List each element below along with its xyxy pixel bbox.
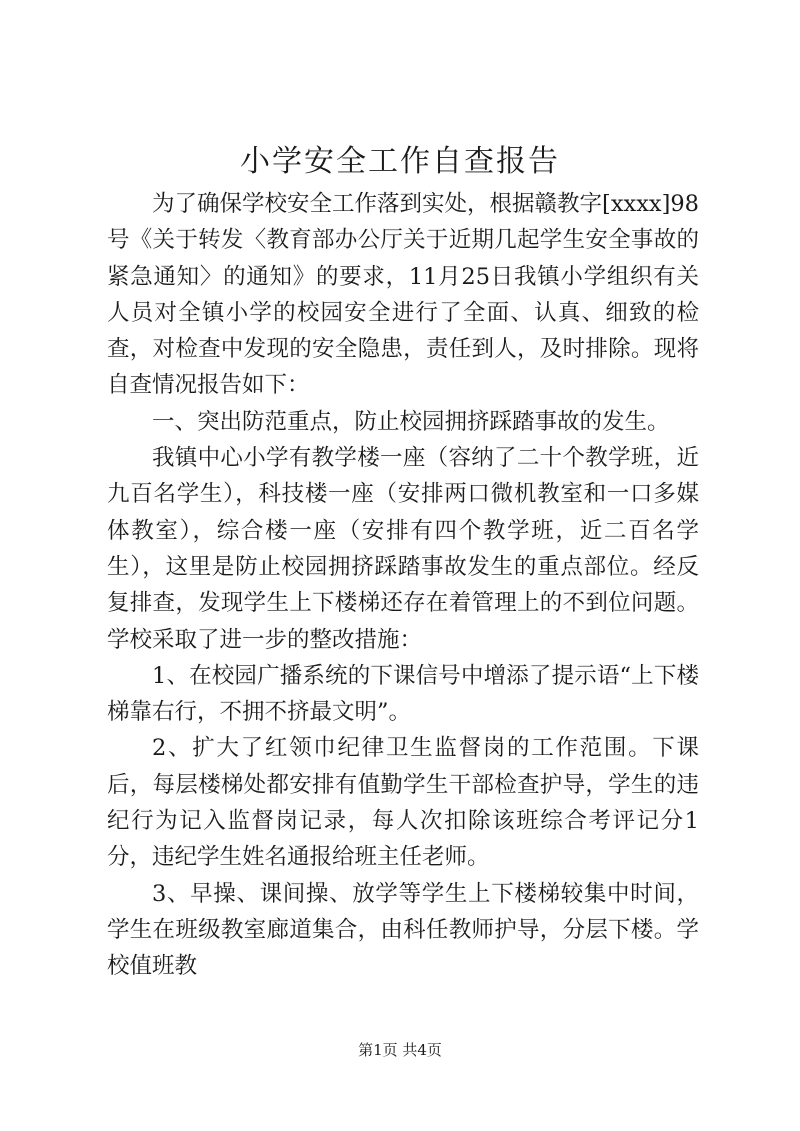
paragraph-measure-2: 2、扩大了红领巾纪律卫生监督岗的工作范围。下课后，每层楼梯处都安排有值勤学生干部检查护导，学生的违纪行为记入监督岗记录，每人次扣除该班综合考评记分1分，违纪学生姓名通报给班主任老师。 <box>107 735 699 871</box>
paragraph-school-buildings: 我镇中心小学有教学楼一座（容纳了二十个教学班，近九百名学生），科技楼一座（安排两口微机教室和一口多媒体教室），综合楼一座（安排有四个教学班，近二百名学生），这里是防止校园拥挤踩踏事故发生的重点部位。经反复排查，发现学生上下楼梯还存在着管理上的不到位问题。学校采取了进一步的整改措施： <box>107 445 699 653</box>
paragraph-measure-1: 1、在校园广播系统的下课信号中增添了提示语“上下楼梯靠右行，不拥不挤最文明”。 <box>107 662 699 726</box>
paragraph-measure-3: 3、早操、课间操、放学等学生上下楼梯较集中时间，学生在班级教室廊道集合，由科任教师护导，分层下楼。学校值班教 <box>107 880 699 980</box>
paragraph-intro: 为了确保学校安全工作落到实处，根据赣教字[xxxx]98号《关于转发〈教育部办公厅关于近期几起学生安全事故的紧急通知〉的通知》的要求，11月25日我镇小学组织有关人员对全镇小学的校园安全进行了全面、认真、细致的检查，对检查中发现的安全隐患，责任到人，及时排除。现将自查情况报告如下： <box>107 191 699 399</box>
page-footer: 第1页 共4页 <box>358 1041 442 1059</box>
document-body <box>107 186 699 985</box>
document-title: 小学安全工作自查报告 <box>240 144 560 179</box>
paragraph-section-heading: 一、突出防范重点，防止校园拥挤踩踏事故的发生。 <box>152 408 670 435</box>
